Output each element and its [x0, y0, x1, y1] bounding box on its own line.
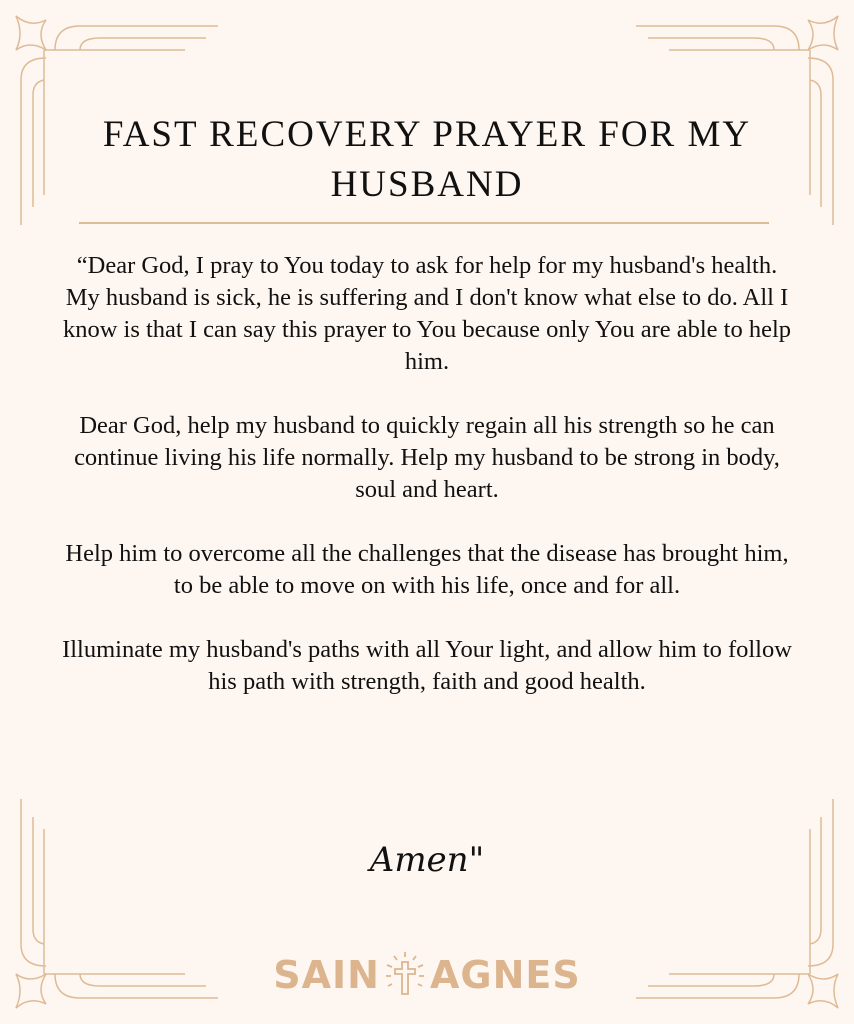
- corner-ornament-bottom-right: [614, 784, 854, 1024]
- cross-icon: [382, 950, 428, 1000]
- page-title: FAST RECOVERY PRAYER FOR MY HUSBAND: [102, 114, 752, 205]
- logo-text-left: SAIN: [273, 953, 380, 997]
- prayer-paragraph: Illuminate my husband's paths with all Your light, and allow him to follow his path with strength, faith and good health.: [62, 636, 792, 695]
- prayer-paragraph: Dear God, help my husband to quickly regain all his strength so he can continue living his life normally. Help my husband to be strong in body, soul and heart.: [74, 412, 780, 503]
- prayer-paragraph: Help him to overcome all the challenges that the disease has brought him, to be able to move on with his life, once and for all.: [65, 540, 789, 599]
- prayer-body: [60, 250, 794, 730]
- corner-ornament-bottom-left: [0, 784, 240, 1024]
- title-divider: [79, 222, 769, 224]
- brand-logo: [272, 950, 582, 1000]
- prayer-paragraph: “Dear God, I pray to You today to ask for help for my husband's health. My husband is sick, he is suffering and I don't know what else to do. All I know is that I can say this prayer to You because only You are able to help him.: [62, 252, 792, 375]
- logo-text-right: AGNES: [429, 953, 581, 997]
- closing-amen: Amen": [369, 840, 485, 880]
